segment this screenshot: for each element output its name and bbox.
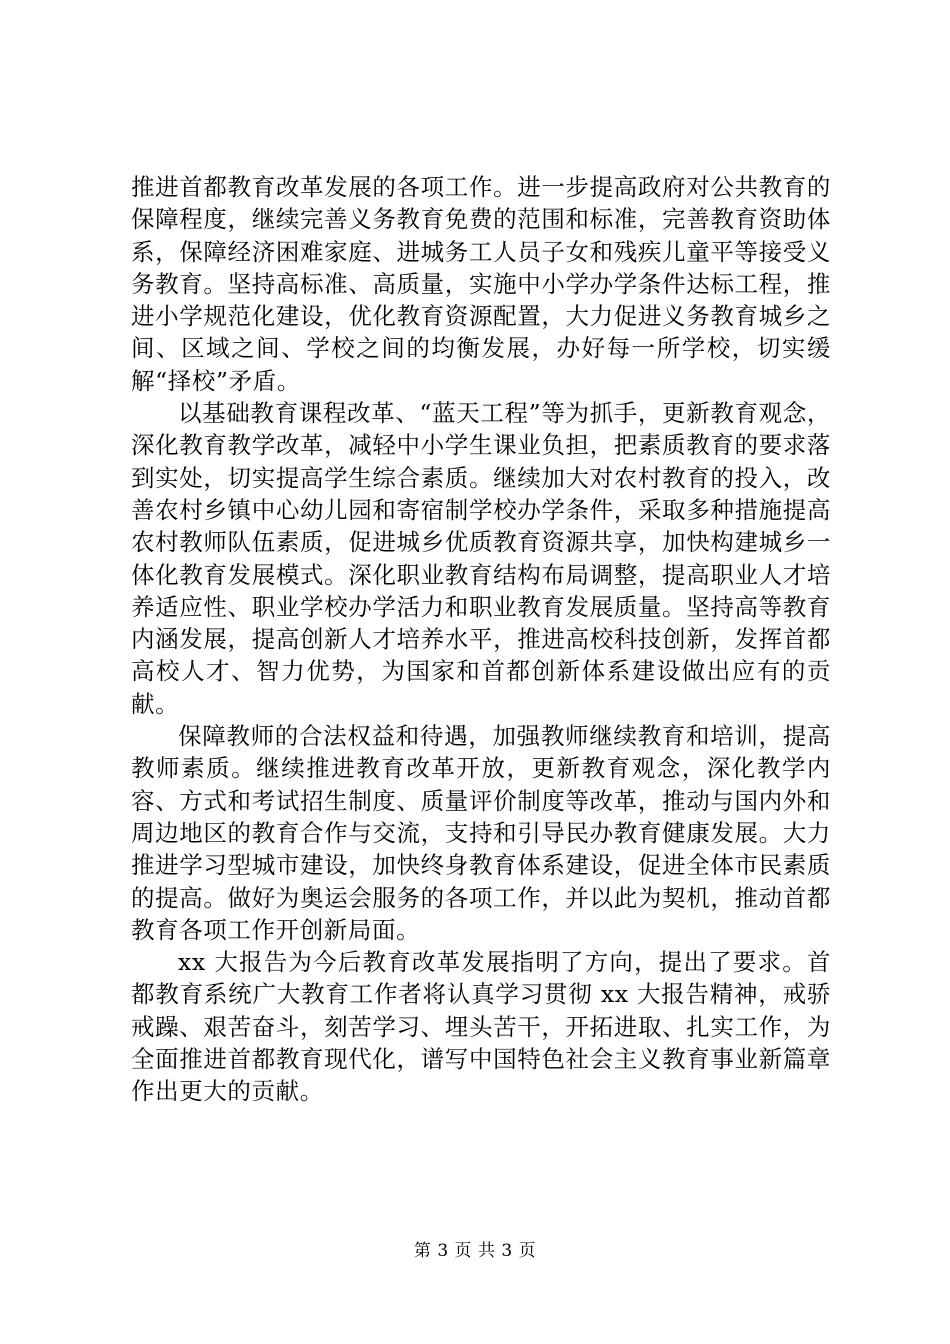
page-footer: 第 3 页 共 3 页 (413, 1241, 537, 1261)
paragraph-4: xx 大报告为今后教育改革发展指明了方向，提出了要求。首都教育系统广大教育工作者将认真学习贯彻 xx 大报告精神，戒骄戒躁、艰苦奋斗，刻苦学习、埋头苦干，开拓进取、扎实工作，为全面推进首都教育现代化，谱写中国特色社会主义教育事业新篇章作出更大的贡献。 (131, 948, 831, 1106)
document-body (131, 171, 831, 1108)
paragraph-1: 推进首都教育改革发展的各项工作。进一步提高政府对公共教育的保障程度，继续完善义务教育免费的范围和标准，完善教育资助体系，保障经济困难家庭、进城务工人员子女和残疾儿童平等接受义务教育。坚持高标准、高质量，实施中小学办学条件达标工程，推进小学规范化建设，优化教育资源配置，大力促进义务教育城乡之间、区域之间、学校之间的均衡发展，办好每一所学校，切实缓解“择校”矛盾。 (131, 173, 831, 395)
paragraph-3: 保障教师的合法权益和待遇，加强教师继续教育和培训，提高教师素质。继续推进教育改革开放，更新教育观念，深化教学内容、方式和考试招生制度、质量评价制度等改革，推动与国内外和周边地区的教育合作与交流，支持和引导民办教育健康发展。大力推进学习型城市建设，加快终身教育体系建设，促进全体市民素质的提高。做好为奥运会服务的各项工作，并以此为契机，推动首都教育各项工作开创新局面。 (131, 722, 831, 944)
paragraph-2: 以基础教育课程改革、“蓝天工程”等为抓手，更新教育观念，深化教育教学改革，减轻中小学生课业负担，把素质教育的要求落到实处，切实提高学生综合素质。继续加大对农村教育的投入，改善农村乡镇中心幼儿园和寄宿制学校办学条件，采取多种措施提高农村教师队伍素质，促进城乡优质教育资源共享，加快构建城乡一体化教育发展模式。深化职业教育结构布局调整，提高职业人才培养适应性、职业学校办学活力和职业教育发展质量。坚持高等教育内涵发展，提高创新人才培养水平，推进高校科技创新，发挥首都高校人才、智力优势，为国家和首都创新体系建设做出应有的贡献。 (131, 399, 831, 718)
